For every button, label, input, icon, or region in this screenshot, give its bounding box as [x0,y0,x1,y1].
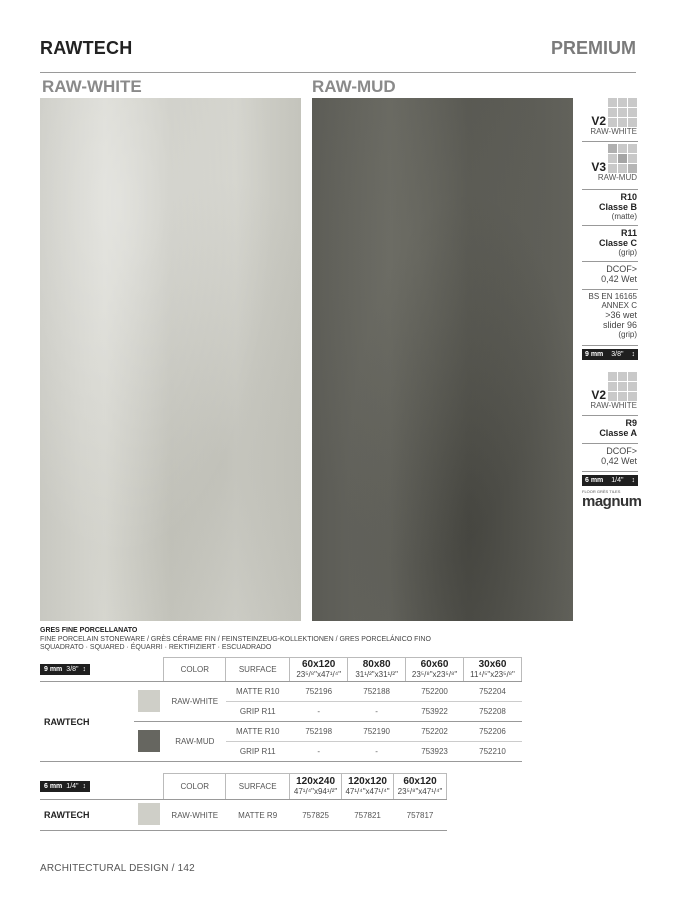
thickness-arrow-icon: ↕ [82,665,87,673]
product-name: RAWTECH [40,800,134,831]
thickness-header [40,658,164,682]
shade-grid-icon [608,98,637,127]
color-swatch-raw-mud [134,722,164,762]
dcof-rating [582,262,638,290]
thickness-inch: 1/4" [66,782,79,790]
size-cm: 60x120 [403,776,437,787]
thickness-inch: 3/8" [66,665,79,673]
article-code: 752206 [464,722,522,742]
shade-grid-icon [608,372,637,401]
series-title: PREMIUM [551,38,636,58]
column-header-size [394,774,447,800]
dcof-label: DCOF> [606,446,637,456]
color-name: RAW-MUD [164,722,226,762]
thickness-arrow-icon: ↕ [631,477,635,484]
magnum-caption: FLOOR GRÈS TILES [582,489,621,494]
article-code: 752210 [464,742,522,762]
bs-slider: slider 96 [602,320,637,330]
column-header-surface: SURFACE [226,658,290,682]
article-code: 753922 [406,702,464,722]
thickness-mm: 6 mm [585,477,604,484]
article-code: 752204 [464,682,522,702]
thickness-inch: 1/4" [611,477,624,484]
size-inch: 23⁵/⁸"x47¹/⁴" [296,670,342,679]
article-code: 752200 [406,682,464,702]
article-code: 753923 [406,742,464,762]
shade-color-name: RAW-WHITE [590,127,637,136]
slip-rating-value: R10 [620,192,637,202]
slip-rating-r10 [582,190,638,226]
material-description [40,627,431,653]
bs-wet: >36 wet [605,310,637,320]
slip-surface: (grip) [618,248,637,257]
slip-rating-r9 [582,416,638,444]
slip-class: Classe B [598,202,637,212]
surface: MATTE R10 [226,682,290,702]
article-code: 752190 [348,722,406,742]
size-inch: 23⁵/⁸"x47¹/⁴" [397,787,443,796]
shade-color-name: RAW-MUD [597,173,637,182]
thickness-badge-6mm [582,472,638,486]
article-code: 757817 [394,800,447,831]
thickness-badge-9mm [582,346,638,360]
shade-code: V2 [591,114,606,128]
column-header-color: COLOR [164,774,226,800]
article-code: - [348,742,406,762]
shade-color-name: RAW-WHITE [590,401,637,410]
color-swatch-raw-white [134,800,164,831]
magnum-wordmark: magnum [582,493,642,510]
article-code: 757825 [290,800,342,831]
size-inch: 31¹/²"x31¹/²" [355,670,398,679]
thickness-header [40,774,164,800]
tile-image-raw-white [40,98,301,621]
size-inch: 11⁴/⁵"x23⁵/⁸" [470,670,515,679]
column-header-size [348,658,406,682]
column-header-color: COLOR [164,658,226,682]
column-header-size [342,774,394,800]
size-cm: 60x120 [302,659,336,670]
product-table-6mm [40,773,447,831]
column-header-size [290,658,348,682]
thickness-inch: 3/8" [611,351,624,358]
brand-title: RAWTECH [40,38,133,58]
shade-code: V2 [591,388,606,402]
surface: GRIP R11 [226,742,290,762]
slip-rating-value: R11 [620,228,637,238]
slip-class: Classe C [598,238,637,248]
article-code: 752208 [464,702,522,722]
size-cm: 60x60 [420,659,449,670]
column-header-size [406,658,464,682]
size-cm: 80x80 [362,659,391,670]
material-translations: FINE PORCELAIN STONEWARE / GRÈS CÉRAME FIN / FEINSTEINZEUG-KOLLEKTIONEN / GRES PORCELÁNICO FINO [40,635,431,643]
column-header-size [464,658,522,682]
thickness-arrow-icon: ↕ [631,351,635,358]
surface: MATTE R10 [226,722,290,742]
column-header-size [290,774,342,800]
slip-rating-value: R9 [625,418,637,428]
article-code: 752198 [290,722,348,742]
table-row [40,800,447,831]
shade-variation-v3 [582,142,638,190]
surface: MATTE R9 [226,800,290,831]
product-table-9mm [40,657,522,762]
dcof-value: 0,42 Wet [601,274,637,284]
shade-code: V3 [591,160,606,174]
slip-class: Classe A [599,428,637,438]
edge-finish: SQUADRATO · SQUARED · ÉQUARRI · REKTIFIZIERT · ESCUADRADO [40,644,272,651]
color-name: RAW-WHITE [164,800,226,831]
article-code: - [290,742,348,762]
tile-title-raw-mud: RAW-MUD [312,77,396,96]
article-code: 757821 [342,800,394,831]
tile-image-raw-mud [312,98,573,621]
column-header-surface: SURFACE [226,774,290,800]
article-code: 752202 [406,722,464,742]
shade-grid-icon [608,144,637,173]
dcof-rating [582,444,638,472]
shade-variation-v2 [582,370,638,416]
surface: GRIP R11 [226,702,290,722]
material-heading: GRES FINE PORCELLANATO [40,627,138,634]
size-inch: 47¹/⁴"x47¹/⁴" [345,787,390,796]
size-inch: 23⁵/⁸"x23⁵/⁸" [411,670,458,679]
bs-surface: (grip) [618,330,637,339]
dcof-label: DCOF> [606,264,637,274]
shade-variation-v2 [582,96,638,142]
size-cm: 120x120 [348,776,387,787]
bs-annex: ANNEX C [601,301,637,310]
tile-title-raw-white: RAW-WHITE [42,77,142,96]
size-inch: 47¹/⁴"x94¹/²" [293,787,338,796]
article-code: 752196 [290,682,348,702]
magnum-logo [582,486,642,510]
slip-rating-r11 [582,226,638,262]
top-divider [40,72,636,73]
thickness-mm: 9 mm [585,351,604,358]
dcof-value: 0,42 Wet [601,456,637,466]
size-cm: 120x240 [296,776,336,787]
thickness-mm: 9 mm [44,665,63,673]
article-code: 752188 [348,682,406,702]
table-row [40,682,522,702]
article-code: - [348,702,406,722]
bs-en-rating [582,290,638,346]
article-code: - [290,702,348,722]
spec-column-6mm [582,370,642,510]
size-cm: 30x60 [478,659,507,670]
thickness-arrow-icon: ↕ [82,782,87,790]
thickness-mm: 6 mm [44,782,63,790]
slip-surface: (matte) [611,212,637,221]
bs-standard: BS EN 16165 [588,292,637,301]
product-name: RAWTECH [40,682,134,762]
spec-column-9mm [582,96,638,360]
color-swatch-raw-white [134,682,164,722]
color-name: RAW-WHITE [164,682,226,722]
page-footer: ARCHITECTURAL DESIGN / 142 [40,863,195,874]
